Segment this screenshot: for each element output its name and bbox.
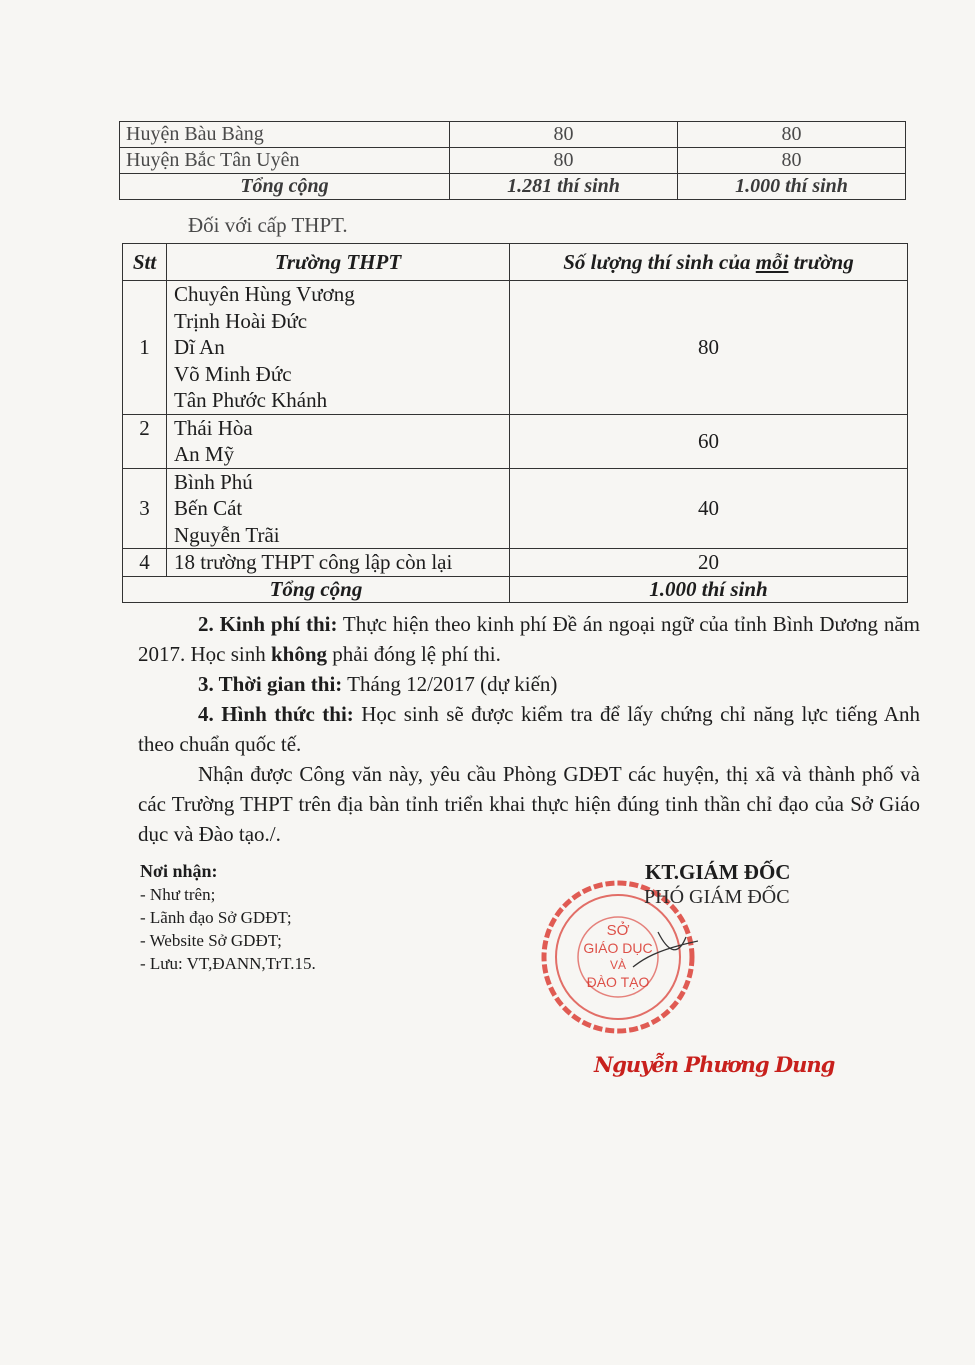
recipient-item: - Lãnh đạo Sở GDĐT; bbox=[140, 908, 292, 927]
form-label: 4. Hình thức thi: bbox=[198, 702, 354, 726]
table-row bbox=[120, 148, 906, 174]
header-count-under: mỗi bbox=[755, 249, 789, 274]
total-label: Tổng cộng bbox=[120, 174, 450, 200]
table-row bbox=[123, 281, 908, 415]
recipient-item: - Lưu: VT,ĐANN,TrT.15. bbox=[140, 954, 316, 973]
school-name: 18 trường THPT công lập còn lại bbox=[174, 550, 453, 574]
row-stt: 3 bbox=[123, 468, 167, 549]
time-text: Tháng 12/2017 (dự kiến) bbox=[342, 672, 558, 696]
school-name: Thái Hòa bbox=[174, 415, 253, 440]
thpt-intro: Đối với cấp THPT. bbox=[188, 213, 348, 237]
recipient-item: - Website Sở GDĐT; bbox=[140, 931, 282, 950]
row-stt: 1 bbox=[123, 281, 167, 415]
table-row bbox=[123, 414, 908, 468]
time-label: 3. Thời gian thi: bbox=[198, 672, 343, 696]
district-name: Huyện Bàu Bàng bbox=[120, 122, 450, 148]
svg-text:ĐÀO TẠO: ĐÀO TẠO bbox=[586, 974, 650, 990]
school-name: An Mỹ bbox=[174, 442, 235, 466]
school-name: Võ Minh Đức bbox=[174, 361, 292, 386]
school-name: Tân Phước Khánh bbox=[174, 388, 328, 412]
row-count: 20 bbox=[510, 549, 908, 577]
school-name: Nguyễn Trãi bbox=[174, 522, 280, 547]
fee-text-end: phải đóng lệ phí thi. bbox=[327, 642, 501, 666]
fee-label: 2. Kinh phí thi: bbox=[198, 612, 338, 636]
total-value: 1.000 thí sinh bbox=[678, 174, 906, 200]
fee-section bbox=[138, 609, 920, 669]
recipients-heading: Nơi nhận: bbox=[140, 861, 218, 881]
form-text: Học sinh sẽ được kiểm tra để lấy chứng chỉ năng lực tiếng Anh theo chuẩn quốc tế. bbox=[138, 702, 921, 756]
row-schools bbox=[167, 414, 510, 468]
thpt-table bbox=[122, 243, 908, 603]
svg-text:GIÁO DỤC: GIÁO DỤC bbox=[583, 940, 653, 956]
district-value: 80 bbox=[678, 122, 906, 148]
table-row bbox=[120, 122, 906, 148]
table-row bbox=[123, 549, 908, 577]
header-count-post: trường bbox=[788, 249, 854, 274]
header-count-pre: Số lượng thí sinh của bbox=[563, 249, 756, 274]
row-schools bbox=[167, 281, 510, 415]
header-row bbox=[123, 244, 908, 281]
recipient-item: - Như trên; bbox=[140, 885, 216, 904]
form-section bbox=[138, 699, 920, 759]
time-section bbox=[138, 669, 920, 699]
recipients bbox=[140, 860, 316, 975]
row-count: 60 bbox=[510, 414, 908, 468]
school-name: Dĩ An bbox=[174, 335, 225, 359]
closing-paragraph: Nhận được Công văn này, yêu cầu Phòng GDĐT các huyện, thị xã và thành phố và các Trường THPT trên địa bàn tỉnh triển khai thực hiện đúng tinh thần chỉ đạo của Sở Giáo dục và Đào tạo./. bbox=[138, 762, 920, 846]
school-name: Trịnh Hoài Đức bbox=[174, 308, 308, 333]
row-count: 40 bbox=[510, 468, 908, 549]
total-label: Tổng cộng bbox=[123, 576, 510, 602]
svg-text:VÀ: VÀ bbox=[609, 958, 627, 972]
school-name: Chuyên Hùng Vương bbox=[174, 282, 355, 306]
district-table bbox=[119, 121, 906, 200]
fee-bold: không bbox=[271, 642, 328, 666]
district-value: 80 bbox=[450, 148, 678, 174]
table-row bbox=[123, 468, 908, 549]
signer-name: Nguyễn Phương Dung bbox=[594, 1052, 835, 1077]
district-name: Huyện Bắc Tân Uyên bbox=[120, 148, 450, 174]
header-school: Trường THPT bbox=[167, 244, 510, 281]
total-row bbox=[123, 576, 908, 602]
district-value: 80 bbox=[450, 122, 678, 148]
district-value: 80 bbox=[678, 148, 906, 174]
total-row bbox=[120, 174, 906, 200]
svg-text:SỞ: SỞ bbox=[606, 922, 630, 939]
school-name: Bến Cát bbox=[174, 496, 243, 520]
signature-subtitle: PHÓ GIÁM ĐỐC bbox=[644, 886, 790, 908]
signature-title: KT.GIÁM ĐỐC bbox=[645, 860, 791, 884]
row-count: 80 bbox=[510, 281, 908, 415]
row-schools bbox=[167, 549, 510, 577]
school-name: Bình Phú bbox=[174, 469, 253, 494]
header-stt: Stt bbox=[123, 244, 167, 281]
fee-text: Thực hiện theo kinh phí Đề án ngoại ngữ của tỉnh Bình Dương năm 2017. Học sinh bbox=[138, 612, 920, 666]
total-value: 1.000 thí sinh bbox=[510, 576, 908, 602]
total-value: 1.281 thí sinh bbox=[450, 174, 678, 200]
row-schools bbox=[167, 468, 510, 549]
row-stt: 2 bbox=[123, 414, 167, 468]
header-count bbox=[510, 244, 908, 281]
row-stt: 4 bbox=[123, 549, 167, 577]
